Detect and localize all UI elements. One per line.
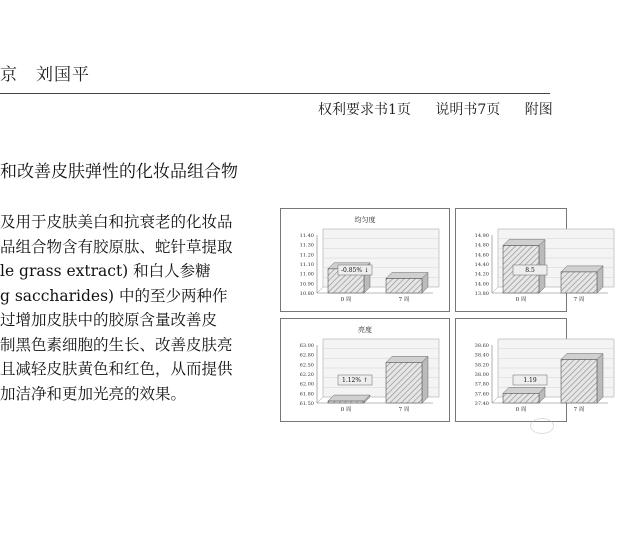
abstract-line: 且减轻皮肤黄色和红色，从而提供 (0, 360, 233, 378)
x-tick-label: 0 周 (515, 407, 527, 413)
y-tick-label: 37.40 (474, 401, 489, 407)
chart-evenness-svg (281, 209, 449, 311)
description-page-count: 说明书7页 (435, 102, 501, 118)
y-tick-label: 38.40 (474, 352, 489, 359)
y-tick-label: 63.00 (299, 343, 314, 349)
bar (386, 356, 428, 403)
y-tick-label: 62.50 (299, 362, 314, 369)
bar (328, 395, 370, 403)
y-tick-label: 37.80 (474, 381, 489, 388)
abstract-line: 加洁净和更加光亮的效果。 (0, 384, 187, 403)
chart-evenness (280, 208, 450, 312)
inventor-names: 京 刘国平 (0, 65, 90, 85)
watermark-logo (530, 418, 554, 434)
y-tick-label: 62.80 (299, 352, 314, 359)
bar (503, 387, 545, 403)
patent-title: 和改善皮肤弹性的化妆品组合物 (0, 162, 238, 182)
y-tick-label: 62.00 (299, 381, 314, 388)
y-tick-label: 14.20 (474, 271, 489, 278)
abstract-text (0, 210, 275, 406)
abstract-line: 制黑色素细胞的生长、改善皮肤亮 (0, 335, 233, 354)
annotation-label: 1.19 (523, 377, 537, 384)
abstract-line: le grass extract) 和白人参糖 (0, 262, 211, 280)
annotation-label: 1.12% ↑ (342, 377, 368, 384)
x-tick-label: 0 周 (340, 297, 352, 303)
abstract-line: g saccharides) 中的至少两种作 (0, 286, 228, 305)
x-tick-label: 7 周 (573, 297, 585, 303)
y-tick-label: 11.10 (299, 262, 314, 268)
y-tick-label: 14.00 (474, 281, 489, 288)
y-tick-label: 11.40 (299, 233, 314, 239)
x-tick-label: 7 周 (573, 407, 585, 413)
annotation-label: -0.85% ↓ (340, 267, 370, 274)
y-tick-label: 13.80 (474, 291, 489, 297)
drawings-page-count: 附图 (524, 102, 553, 118)
y-tick-label: 61.50 (299, 401, 314, 407)
y-tick-label: 11.00 (299, 271, 314, 278)
bar (561, 266, 603, 293)
x-tick-label: 0 周 (515, 297, 527, 303)
bar (386, 273, 428, 294)
y-tick-label: 14.40 (474, 262, 489, 268)
annotation-label: 8.5 (525, 267, 535, 274)
y-tick-label: 14.90 (474, 233, 489, 239)
abstract-line: 及用于皮肤美白和抗衰老的化妆品 (0, 213, 233, 231)
x-tick-label: 7 周 (398, 407, 410, 413)
bar (561, 354, 603, 404)
chart-bottom-right-svg (456, 319, 624, 421)
claims-page-count: 权利要求书1页 (318, 102, 411, 118)
x-tick-label: 0 周 (340, 407, 352, 413)
page-counts (318, 99, 573, 119)
y-tick-label: 62.20 (299, 372, 314, 378)
abstract-line: 品组合物含有胶原肽、蛇针草提取 (0, 237, 233, 256)
chart-bottom-right (455, 318, 585, 422)
chart-title: 亮度 (358, 326, 372, 334)
chart-top-right-svg (456, 209, 624, 311)
x-tick-label: 7 周 (398, 297, 410, 303)
y-tick-label: 10.80 (299, 291, 314, 297)
abstract-line: 过增加皮肤中的胶原含量改善皮 (0, 311, 218, 329)
y-tick-label: 61.80 (299, 391, 314, 398)
y-tick-label: 38.60 (474, 343, 489, 349)
chart-brightness-svg (281, 319, 449, 421)
y-tick-label: 14.60 (474, 252, 489, 259)
header-rule (0, 93, 550, 94)
chart-brightness (280, 318, 450, 422)
y-tick-label: 37.60 (474, 391, 489, 398)
chart-top-right (455, 208, 585, 312)
y-tick-label: 38.20 (474, 362, 489, 369)
y-tick-label: 10.90 (299, 281, 314, 288)
y-tick-label: 14.80 (474, 242, 489, 249)
chart-title: 均匀度 (354, 216, 376, 224)
y-tick-label: 38.00 (474, 372, 489, 378)
y-tick-label: 11.30 (299, 242, 314, 249)
y-tick-label: 11.20 (299, 252, 314, 259)
